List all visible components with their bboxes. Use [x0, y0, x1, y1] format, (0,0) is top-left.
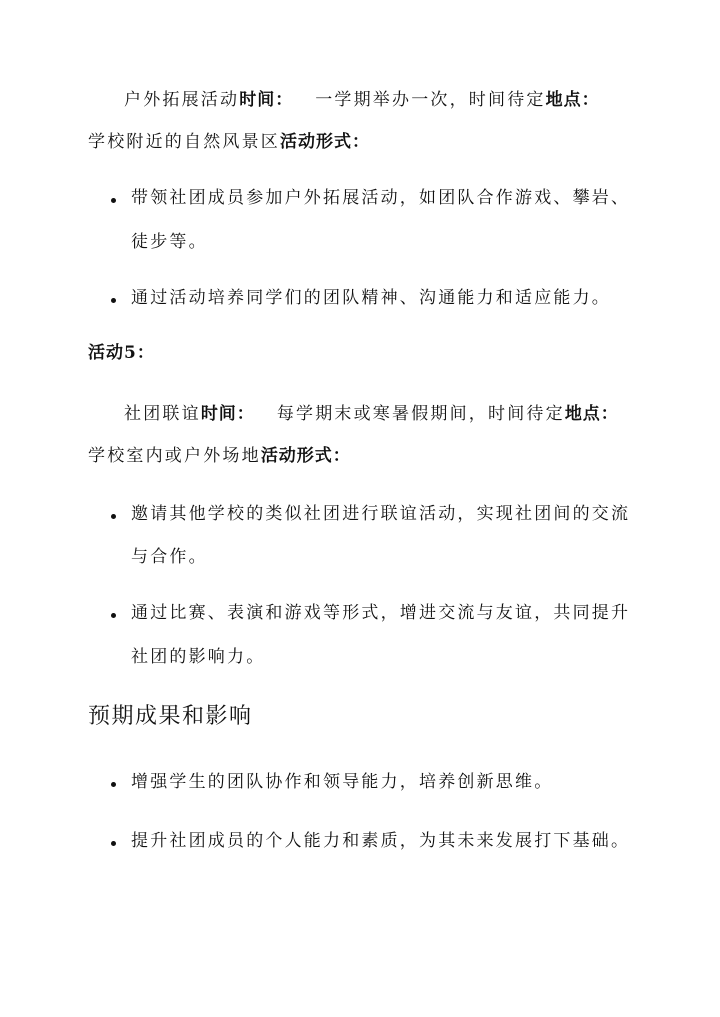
activity4-time-prefix: 户外拓展活动: [124, 90, 240, 110]
activity5-bullet-2-line-1: 通过比赛、表演和游戏等形式，增进交流与友谊，共同提升: [131, 603, 631, 623]
activity5-bullet-1-line-1: 邀请其他学校的类似社团进行联谊活动，实现社团间的交流: [131, 504, 631, 524]
bullet-icon: [111, 841, 116, 846]
bullet-icon: [111, 613, 116, 618]
activity5-bullet-1-line-2: 与合作。: [131, 547, 208, 567]
bullet-icon: [111, 198, 116, 203]
activity5-place-line: [88, 444, 351, 468]
activity5-time-prefix: 社团联谊: [124, 404, 201, 424]
activity5-form-label: 活动形式：: [260, 446, 351, 466]
activity4-form-label: 活动形式：: [280, 132, 370, 152]
activity5-title: 活动5：: [88, 343, 155, 363]
activity5-place-value: 学校室内或户外场地: [88, 446, 261, 466]
activity5-time-label: 时间：: [200, 404, 255, 424]
bullet-icon: [111, 514, 116, 519]
activity4-bullet-2: 通过活动培养同学们的团队精神、沟通能力和适应能力。: [131, 288, 611, 308]
bullet-icon: [111, 298, 116, 303]
bullet-icon: [111, 782, 116, 787]
activity4-time-line: [124, 88, 600, 112]
activity5-time-value: 每学期末或寒暑假期间，时间待定: [276, 404, 565, 424]
activity4-time-value: 一学期举办一次，时间待定: [315, 90, 546, 110]
activity4-time-label: 时间：: [239, 90, 294, 110]
outcomes-bullet-1: 增强学生的团队协作和领导能力，培养创新思维。: [131, 772, 554, 792]
outcomes-heading: 预期成果和影响: [88, 704, 253, 729]
activity5-bullet-2-line-2: 社团的影响力。: [131, 647, 266, 667]
activity5-place-label: 地点：: [564, 404, 619, 424]
activity5-time-line: [124, 402, 619, 426]
activity4-place-label: 地点：: [545, 90, 600, 110]
outcomes-bullet-2: 提升社团成员的个人能力和素质，为其未来发展打下基础。: [131, 831, 631, 851]
activity4-place-value: 学校附近的自然风景区: [88, 132, 280, 152]
activity4-bullet-1-line-1: 带领社团成员参加户外拓展活动，如团队合作游戏、攀岩、: [131, 188, 631, 208]
activity4-place-line: [88, 130, 370, 154]
activity4-bullet-1-line-2: 徒步等。: [131, 232, 208, 252]
